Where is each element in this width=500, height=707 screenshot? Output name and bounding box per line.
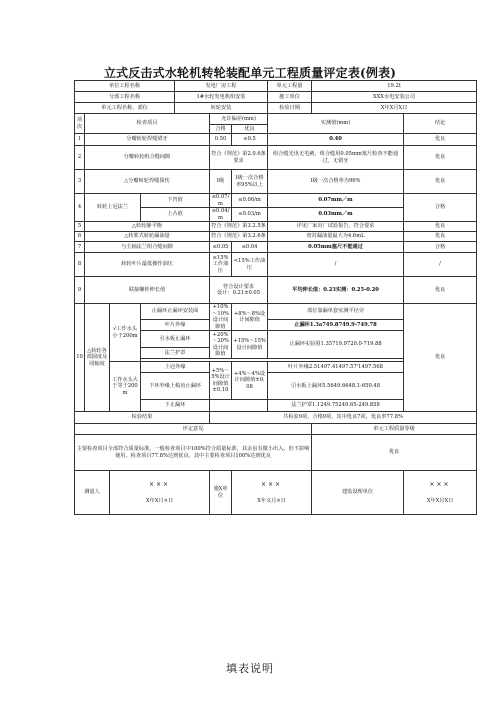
unit-quantity-label: 单元工程量 <box>268 81 312 92</box>
row4-item: 转轮上冠法兰 <box>85 194 141 222</box>
col-allowed-deviation: 允许偏差(mm) <box>210 114 268 125</box>
row10-lower-ring-measured: 引水板上漏环5.5649.6648.1-650.48 <box>268 373 404 400</box>
inspection-date-label: 检验日期 <box>268 103 312 114</box>
row1-conclusion: 优良 <box>404 134 477 146</box>
row4-qualified-1: ≤0.07/m <box>210 194 232 208</box>
row10-group-low-head: √工作水头小于200m <box>110 304 141 362</box>
row2-measured: 组合缝光讯无毛刺，组合缝用0.05mm塞尺检查不能通过，无错牙 <box>268 146 404 170</box>
col-measured: 实测值(mm) <box>268 114 404 134</box>
evaluation-opinion-text: 主要检查项目全部符合质量标准。一般检查项目中100%符合质量标准，其余虽有微小出入，但不影响使用。检查项目77.8%达到优良，其中主要检查项目100%达到优良 <box>75 435 312 471</box>
row5-qualified: 符合《规范》第3.2.5条 <box>210 222 268 232</box>
summary-label: 检验结果 <box>75 412 210 424</box>
sub-project-name: 1#水轮发电机组安装 <box>175 92 268 103</box>
row2-conclusion: 优良 <box>404 146 477 170</box>
row7-conclusion: 合格 <box>404 242 477 253</box>
supervision-name: ××× <box>429 480 451 488</box>
row4-measured-1: 0.07mm／m <box>268 194 404 208</box>
row3-qualified: Ⅰ级 <box>210 170 232 194</box>
row7-excellent: ≤0.04 <box>232 242 268 253</box>
row10-lower-ring-excellent: +4%～4%设计间隙值±0.08 <box>232 362 268 400</box>
row2-item: 分瓣转轮组合缝间隙 <box>85 146 210 170</box>
row10-crown-edge-measured: 叶片外缘2.51497.41497.57'1497.568 <box>268 362 404 373</box>
row10-crown-edge: 上冠外缘 <box>141 362 210 373</box>
row7-no: 7 <box>75 242 85 253</box>
row6-qualified: 符合《规范》第3.2.6条 <box>210 232 268 242</box>
row3-excellent: Ⅰ级一次合格率95%以上 <box>232 170 268 194</box>
measurer-name: ××× <box>148 480 171 488</box>
row1-no: 1 <box>75 134 85 146</box>
row7-measured: 0.05mm塞尺不能通过 <box>268 242 404 253</box>
row7-item: 与主轴法兰组合缝间隙 <box>85 242 210 253</box>
row1-qualified: 0.50 <box>210 134 232 146</box>
row10-no: 10 <box>75 304 85 412</box>
row9-qualified <box>210 277 268 304</box>
row4-sub1: 下凹值 <box>141 194 210 208</box>
row4-no: 4 <box>75 194 85 222</box>
col-conclusion: 结论 <box>404 114 477 134</box>
row8-conclusion: / <box>404 253 477 277</box>
row8-excellent: <15%工作油压 <box>232 253 268 277</box>
unit-work-name: 转轮安装 <box>175 103 268 114</box>
row10-seal-ring-measured: 部位靠漏单套实测平径旁 <box>268 304 404 320</box>
evaluation-opinion-label: 评定意见 <box>75 424 312 435</box>
row5-conclusion: 优良 <box>404 222 477 232</box>
row10-guide-plate-excellent: +15%～15%设计间隙值 <box>232 331 268 359</box>
row4-measured-2: 0.03mm／m <box>268 208 404 222</box>
row6-item: △转桨式转轮漏油量 <box>85 232 210 242</box>
row9-conclusion: 优良 <box>404 277 477 304</box>
measurer-signature <box>110 471 210 515</box>
row9-item: 联接螺栓伸长值 <box>85 277 210 304</box>
row10-blade-edge: 叶片外缘 <box>141 320 210 331</box>
row4-excellent-1: ≤0.06/m <box>232 194 268 208</box>
col-qualified: 合格 <box>210 125 232 134</box>
row10-seal-ring-surface: 止漏环止漏环安装面 <box>141 304 210 320</box>
construction-signature <box>232 471 312 515</box>
row10-lower-ring-qualified: +5%～5%设计间隙值±0.10 <box>210 362 232 400</box>
construction-date: X年义月×日 <box>257 498 286 504</box>
row10-conclusion: 优良 <box>404 304 477 412</box>
unit-project-name-label: 单位工程名称 <box>75 81 175 92</box>
row3-measured: Ⅰ级一次合格率为96% <box>268 170 404 194</box>
construction-unit-label: 施工单位 <box>268 92 312 103</box>
col-inspection-item: 检查项目 <box>85 114 210 134</box>
page-title: 立式反击式水轮机转轮装配单元工程质量评定表(例表) <box>103 66 397 80</box>
unit-work-name-label: 单元工程名称、部位 <box>75 103 175 114</box>
supervision-unit-label: 建监设理单位 <box>312 471 404 515</box>
row6-conclusion: 优良 <box>404 232 477 242</box>
row10-flange-cover: 法兰护罩 <box>141 348 210 359</box>
construction-unit: XXX水电安装公司 <box>312 92 477 103</box>
row10-lower-seal-measured: 法兰护罩1.1249.75249.65-249.858 <box>268 400 404 412</box>
row3-conclusion: 优良 <box>404 170 477 194</box>
inspection-date: X年X月X日 <box>312 103 477 114</box>
row4-excellent-2: ≤0.03/m <box>232 208 268 222</box>
row5-no: 5 <box>75 222 85 232</box>
row1-measured: 0.40 <box>268 134 404 146</box>
row3-no: 3 <box>75 170 85 194</box>
row3-item: △分瓣转轮焊缝探伤 <box>85 170 210 194</box>
col-item-no: 项次 <box>75 114 85 134</box>
sub-project-name-label: 分部工程名称 <box>75 92 175 103</box>
row9-measured: 平均伸长值：0.23实测：0.25-0.20 <box>268 277 404 304</box>
row10-guide-plate-seal: 引水板止漏环 <box>141 331 210 348</box>
row9-design-requirement: 符合设计要求 <box>222 283 255 290</box>
row4-qualified-2: ≤0.04/m <box>210 208 232 222</box>
row8-item: 转轮叶片最低操作油压 <box>85 253 210 277</box>
construction-unit-sign-label: 施X单位 <box>210 471 232 515</box>
row10-group-high-head: 工作水头大于等于200m <box>110 362 141 412</box>
col-excellent: 优良 <box>232 125 268 134</box>
row8-measured: / <box>268 253 404 277</box>
row10-seal-ring-qualified: +10%～10%设计间隙值 <box>210 304 232 331</box>
row10-guide-plate-qualified: +20%～20%设计间隙值 <box>210 331 232 359</box>
row2-qualified: 符合《规范》第2.0.6条要求 <box>210 146 268 170</box>
supervision-date: X年X月X日 <box>426 498 454 504</box>
supervision-signature <box>404 471 477 515</box>
summary-text: 共检验9项，合格9项，其中优良7项，优良率77.8% <box>210 412 477 424</box>
row10-item: △转轮各部圆度及同轴度 <box>85 304 110 412</box>
row8-qualified: ≤15%工作油压 <box>210 253 232 277</box>
row4-sub2: 上凸值 <box>141 208 210 222</box>
row10-blade-edge-measured: 止漏环1.3a749.8749.9-749.78 <box>268 320 404 331</box>
row7-qualified: ≤0.05 <box>210 242 232 253</box>
row1-item: 分瓣转轮焊缝错牙 <box>85 134 210 146</box>
unit-project-name: 发电厂房工程 <box>175 81 268 92</box>
row6-no: 6 <box>75 232 85 242</box>
evaluation-grade-label: 单元工程质量等级 <box>312 424 477 435</box>
row2-no: 2 <box>75 146 85 170</box>
measurer-date: X年X月×日 <box>145 498 174 504</box>
unit-quantity: 19.2t <box>312 81 477 92</box>
row1-excellent: ≤0.5 <box>232 134 268 146</box>
row10-guide-plate-measured: 止漏环实验围1.35719.9720.0-719.88 <box>268 331 404 359</box>
quality-evaluation-table <box>74 80 477 515</box>
row10-lower-seal-blank <box>210 400 268 412</box>
construction-name: ××× <box>260 480 283 488</box>
row6-measured: 密封漏油量最大为4.6mL <box>268 232 404 242</box>
row4-conclusion: 合格 <box>404 194 477 222</box>
measurer-label: 测量人 <box>75 471 110 515</box>
row5-measured: 详见厂家出厂试验报告，符合要求 <box>268 222 404 232</box>
row9-no: 9 <box>75 277 85 304</box>
evaluation-grade: 优良 <box>312 435 477 471</box>
row5-item: △转轮静平衡 <box>85 222 210 232</box>
row10-seal-ring-excellent: +8%～8%设计间隙值 <box>232 304 268 331</box>
row10-lower-seal-ring: 下止漏环 <box>141 400 210 412</box>
row10-lower-ring-comb-seal: 下环外缘上梳齿止漏环 <box>141 373 210 400</box>
form-instructions-heading: 填表说明 <box>226 662 274 675</box>
row8-no: 8 <box>75 253 85 277</box>
row9-design-value: 设计：0.21±0.05 <box>217 290 261 296</box>
